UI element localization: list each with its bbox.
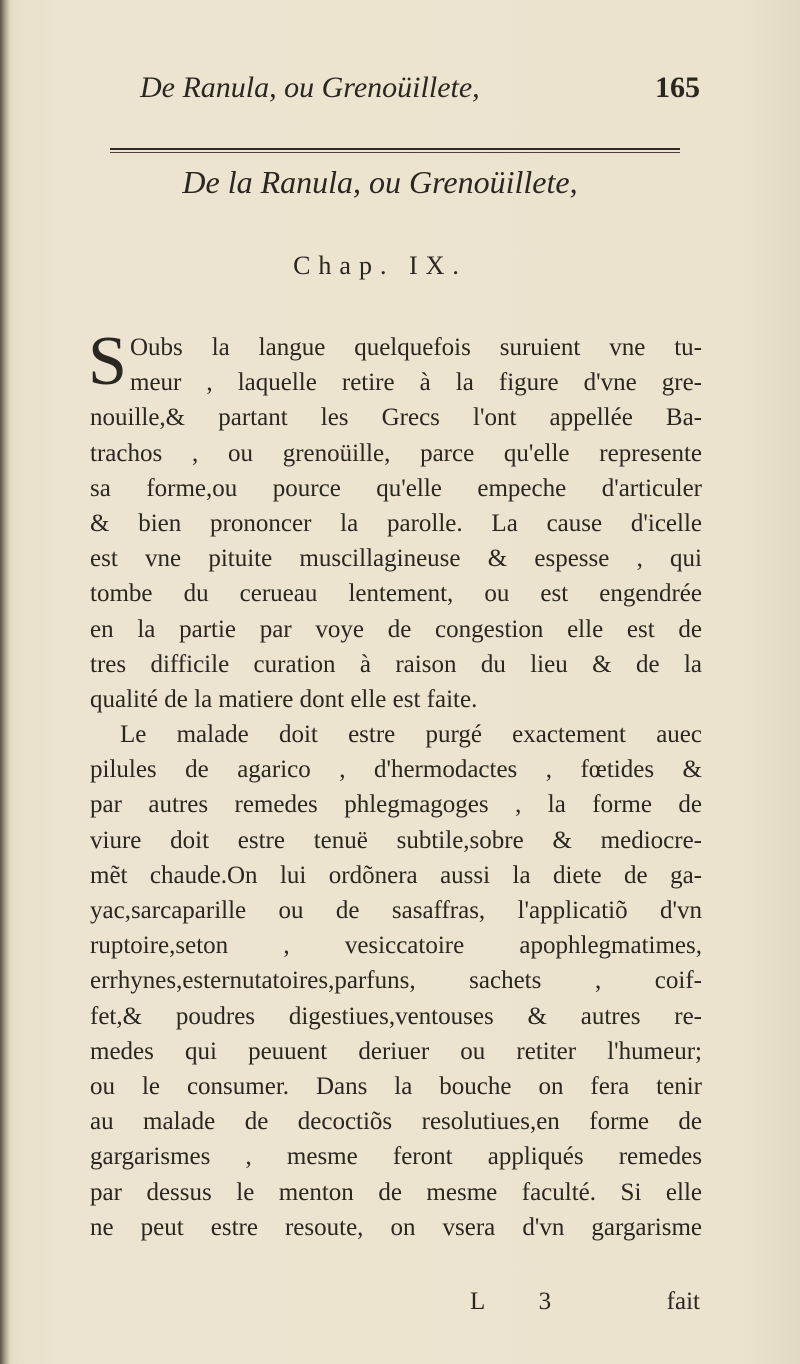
running-head [140,66,700,110]
text-line: errhynes,esternutatoires,parfuns, sachets , coif- [90,967,702,995]
text-line: Oubs la langue quelquefois suruient vne tu- [130,334,702,361]
text-line: fet,& poudres digestiues,ventouses & autres re- [90,1002,702,1030]
signature-mark: L 3 [470,1288,576,1315]
text-line: gargarismes , mesme feront appliqués remedes [90,1143,702,1171]
text-line: ne peut estre resoute, on vsera d'vn gargarisme [90,1213,702,1241]
header-rule-thin [110,152,680,153]
body-text [88,323,702,1245]
text-line: trachos , ou grenoüille, parce qu'elle represente [90,439,702,467]
text-line: pilules de agarico , d'hermodactes , fœtides & [90,756,702,784]
text-line: nouille,& partant les Grecs l'ont appellée Ba- [90,404,702,432]
text-line: par dessus le menton de mesme faculté. Si elle [90,1178,702,1206]
text-line: par autres remedes phlegmagoges , la forme de [90,791,702,819]
text-line: tombe du cerueau lentement, ou est engendrée [90,580,702,608]
running-head-title: De Ranula, ou Grenoüillete, [140,71,480,104]
text-line: medes qui peuuent deriuer ou retiter l'humeur; [90,1037,702,1065]
drop-cap: S [88,323,127,400]
text-line: viure doit estre tenuë subtile,sobre & mediocre- [90,826,702,854]
text-line: sa forme,ou pource qu'elle empeche d'articuler [90,474,702,502]
page-number: 165 [655,71,700,104]
chapter-number: Chap. IX. [293,251,467,280]
chapter-title: De la Ranula, ou Grenoüillete, [182,164,578,200]
text-line: au malade de decoctiõs resolutiues,en forme de [90,1108,702,1136]
page-binding-edge [0,0,10,1364]
text-line: Le malade doit estre purgé exactement auec [120,721,702,749]
text-line: tres difficile curation à raison du lieu & de la [90,650,702,678]
header-rule [110,148,680,150]
text-line: meur , laquelle retire à la figure d'vne gre- [130,369,702,397]
text-line: qualité de la matiere dont elle est faite. [90,685,478,713]
catchword: fait [666,1288,700,1315]
text-line: yac,sarcaparille ou de sasaffras, l'applicatiõ d'vn [90,897,702,924]
text-line: mẽt chaude.On lui ordõnera aussi la diete de ga- [90,861,702,889]
text-line: est vne pituite muscillagineuse & espesse , qui [90,545,702,573]
text-line: ou le consumer. Dans la bouche on fera tenir [90,1072,702,1100]
text-line: ruptoire,seton , vesiccatoire apophlegmatimes, [90,932,702,960]
text-line: & bien prononcer la parolle. La cause d'icelle [90,509,702,537]
text-line: en la partie par voye de congestion elle est de [90,615,702,643]
